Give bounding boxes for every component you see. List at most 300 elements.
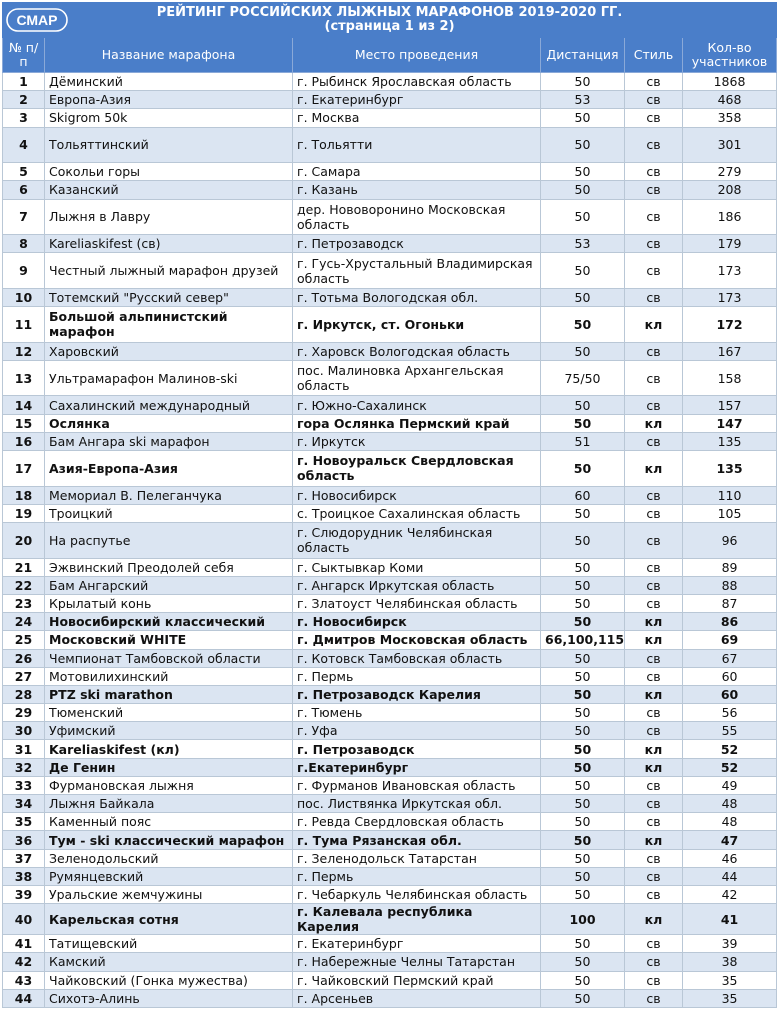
marathon-style: св [625,885,683,903]
rating-sheet [2,2,776,1008]
marathon-distance: 50 [541,109,625,127]
marathon-name: Карельская сотня [45,904,293,935]
marathon-participants: 279 [683,163,777,181]
marathon-distance: 50 [541,253,625,289]
marathon-name: Зеленодольский [45,849,293,867]
row-number: 8 [3,235,45,253]
table-row [3,667,777,685]
marathon-style: св [625,813,683,831]
table-row [3,867,777,885]
marathon-style: св [625,504,683,522]
marathon-participants: 135 [683,451,777,487]
row-number: 37 [3,849,45,867]
table-row [3,504,777,522]
col-header-place: Место проведения [293,38,541,73]
row-number: 12 [3,342,45,360]
marathon-style: кл [625,758,683,776]
marathon-place: г. Сыктывкар Коми [293,558,541,576]
table-row [3,758,777,776]
marathon-participants: 89 [683,558,777,576]
marathon-name: Тюменский [45,704,293,722]
marathon-participants: 60 [683,667,777,685]
row-number: 7 [3,199,45,235]
row-number: 24 [3,613,45,631]
subtitle-text: (страница 1 из 2) [324,19,455,34]
marathon-style: св [625,360,683,396]
marathon-style: св [625,971,683,989]
marathon-place: г. Самара [293,163,541,181]
marathon-place: г. Москва [293,109,541,127]
marathon-name: Румянцевский [45,867,293,885]
marathon-participants: 186 [683,199,777,235]
row-number: 36 [3,831,45,849]
marathon-name: Каменный пояс [45,813,293,831]
marathon-participants: 179 [683,235,777,253]
marathon-participants: 173 [683,288,777,306]
marathon-name: Де Генин [45,758,293,776]
col-header-style: Стиль [625,38,683,73]
marathon-name: Тотемский "Русский север" [45,288,293,306]
row-number: 39 [3,885,45,903]
table-body [3,73,777,1008]
table-row [3,953,777,971]
marathon-participants: 39 [683,935,777,953]
marathon-participants: 358 [683,109,777,127]
marathon-table [2,2,777,1008]
marathon-distance: 50 [541,935,625,953]
marathon-participants: 173 [683,253,777,289]
marathon-style: кл [625,631,683,649]
marathon-distance: 50 [541,127,625,163]
marathon-style: св [625,109,683,127]
marathon-style: св [625,576,683,594]
marathon-name: Бам Ангара ski марафон [45,432,293,450]
marathon-place: г.Екатеринбург [293,758,541,776]
marathon-style: св [625,704,683,722]
marathon-participants: 44 [683,867,777,885]
marathon-style: кл [625,904,683,935]
row-number: 13 [3,360,45,396]
marathon-style: кл [625,740,683,758]
marathon-style: св [625,722,683,740]
row-number: 43 [3,971,45,989]
table-row [3,904,777,935]
marathon-place: г. Златоуст Челябинская область [293,594,541,612]
marathon-distance: 50 [541,451,625,487]
marathon-style: св [625,486,683,504]
marathon-name: Чайковский (Гонка мужества) [45,971,293,989]
marathon-name: Крылатый конь [45,594,293,612]
table-row [3,740,777,758]
marathon-style: св [625,127,683,163]
marathon-participants: 49 [683,776,777,794]
logo-text: СМАР [16,12,58,28]
row-number: 42 [3,953,45,971]
marathon-place: г. Слюдорудник Челябинская область [293,523,541,559]
marathon-name: Камский [45,953,293,971]
marathon-participants: 87 [683,594,777,612]
marathon-distance: 50 [541,504,625,522]
marathon-style: кл [625,685,683,703]
marathon-distance: 50 [541,523,625,559]
marathon-distance: 50 [541,414,625,432]
table-row [3,776,777,794]
marathon-participants: 41 [683,904,777,935]
marathon-name: Kareliaskifest (кл) [45,740,293,758]
row-number: 26 [3,649,45,667]
row-number: 34 [3,795,45,813]
table-row [3,594,777,612]
row-number: 33 [3,776,45,794]
marathon-distance: 50 [541,649,625,667]
marathon-distance: 50 [541,704,625,722]
table-row [3,235,777,253]
marathon-participants: 301 [683,127,777,163]
marathon-style: св [625,989,683,1007]
row-number: 19 [3,504,45,522]
table-row [3,813,777,831]
marathon-place: г. Гусь-Хрустальный Владимирская область [293,253,541,289]
row-number: 16 [3,432,45,450]
marathon-style: св [625,776,683,794]
marathon-distance: 53 [541,235,625,253]
marathon-name: Лыжня Байкала [45,795,293,813]
table-row [3,109,777,127]
title-text: РЕЙТИНГ РОССИЙСКИХ ЛЫЖНЫХ МАРАФОНОВ 2019-2020 ГГ. [156,5,623,20]
marathon-distance: 75/50 [541,360,625,396]
marathon-name: Бам Ангарский [45,576,293,594]
row-number: 44 [3,989,45,1007]
marathon-name: Ослянка [45,414,293,432]
marathon-distance: 50 [541,953,625,971]
row-number: 14 [3,396,45,414]
row-number: 28 [3,685,45,703]
marathon-place: г. Харовск Вологодская область [293,342,541,360]
row-number: 30 [3,722,45,740]
marathon-name: Казанский [45,181,293,199]
row-number: 41 [3,935,45,953]
marathon-distance: 50 [541,576,625,594]
table-row [3,631,777,649]
table-row [3,704,777,722]
marathon-name: Троицкий [45,504,293,522]
marathon-place: г. Петрозаводск [293,740,541,758]
table-row [3,396,777,414]
marathon-distance: 60 [541,486,625,504]
marathon-participants: 96 [683,523,777,559]
table-row [3,342,777,360]
marathon-style: св [625,558,683,576]
marathon-place: г. Южно-Сахалинск [293,396,541,414]
marathon-distance: 50 [541,342,625,360]
marathon-place: г. Фурманов Ивановская область [293,776,541,794]
row-number: 38 [3,867,45,885]
table-row [3,360,777,396]
marathon-place: г. Тотьма Вологодская обл. [293,288,541,306]
marathon-place: г. Калевала республика Карелия [293,904,541,935]
marathon-name: Сихотэ-Алинь [45,989,293,1007]
marathon-place: г. Набережные Челны Татарстан [293,953,541,971]
col-header-participants: Кол-во участников [683,38,777,73]
marathon-distance: 50 [541,685,625,703]
row-number: 4 [3,127,45,163]
marathon-style: св [625,649,683,667]
marathon-place: г. Иркутск, ст. Огоньки [293,307,541,343]
marathon-style: св [625,594,683,612]
marathon-name: Большой альпинистский марафон [45,307,293,343]
marathon-distance: 50 [541,740,625,758]
table-row [3,576,777,594]
marathon-name: На распутье [45,523,293,559]
marathon-participants: 55 [683,722,777,740]
table-row [3,307,777,343]
marathon-distance: 50 [541,288,625,306]
marathon-place: г. Новосибирск [293,613,541,631]
marathon-place: дер. Нововоронино Московская область [293,199,541,235]
marathon-name: Азия-Европа-Азия [45,451,293,487]
marathon-place: г. Дмитров Московская область [293,631,541,649]
row-number: 17 [3,451,45,487]
marathon-place: г. Екатеринбург [293,91,541,109]
marathon-participants: 47 [683,831,777,849]
marathon-distance: 50 [541,722,625,740]
marathon-distance: 50 [541,667,625,685]
marathon-distance: 50 [541,73,625,91]
marathon-place: г. Котовск Тамбовская область [293,649,541,667]
table-row [3,558,777,576]
marathon-name: Сокольи горы [45,163,293,181]
marathon-participants: 86 [683,613,777,631]
marathon-style: св [625,953,683,971]
marathon-distance: 50 [541,558,625,576]
marathon-place: г. Зеленодольск Татарстан [293,849,541,867]
marathon-style: св [625,342,683,360]
table-row [3,432,777,450]
marathon-distance: 50 [541,163,625,181]
marathon-participants: 38 [683,953,777,971]
marathon-name: Чемпионат Тамбовской области [45,649,293,667]
marathon-style: св [625,288,683,306]
table-row [3,73,777,91]
table-row [3,722,777,740]
marathon-style: св [625,163,683,181]
marathon-participants: 69 [683,631,777,649]
table-row [3,91,777,109]
marathon-place: г. Рыбинск Ярославская область [293,73,541,91]
marathon-place: г. Петрозаводск [293,235,541,253]
marathon-distance: 50 [541,181,625,199]
marathon-name: Европа-Азия [45,91,293,109]
table-row [3,288,777,306]
marathon-participants: 52 [683,758,777,776]
marathon-distance: 50 [541,971,625,989]
marathon-style: св [625,199,683,235]
marathon-name: Дёминский [45,73,293,91]
marathon-distance: 50 [541,885,625,903]
marathon-style: св [625,91,683,109]
marathon-name: Новосибирский классический [45,613,293,631]
marathon-distance: 50 [541,396,625,414]
marathon-participants: 1868 [683,73,777,91]
marathon-participants: 60 [683,685,777,703]
table-row [3,127,777,163]
smar-logo [6,8,68,32]
marathon-name: Эжвинский Преодолей себя [45,558,293,576]
marathon-participants: 42 [683,885,777,903]
marathon-place: г. Казань [293,181,541,199]
col-header-num: № п/п [3,38,45,73]
marathon-distance: 50 [541,989,625,1007]
marathon-place: г. Иркутск [293,432,541,450]
marathon-participants: 110 [683,486,777,504]
table-row [3,253,777,289]
marathon-name: Татищевский [45,935,293,953]
table-row [3,685,777,703]
marathon-name: Мемориал В. Пелеганчука [45,486,293,504]
row-number: 5 [3,163,45,181]
table-row [3,649,777,667]
marathon-style: св [625,396,683,414]
marathon-distance: 51 [541,432,625,450]
marathon-distance: 50 [541,813,625,831]
marathon-distance: 50 [541,776,625,794]
marathon-distance: 50 [541,594,625,612]
row-number: 20 [3,523,45,559]
marathon-participants: 172 [683,307,777,343]
row-number: 25 [3,631,45,649]
marathon-name: Тум - ski классический марафон [45,831,293,849]
marathon-participants: 135 [683,432,777,450]
marathon-name: Ультрамарафон Малинов-ski [45,360,293,396]
marathon-distance: 50 [541,849,625,867]
marathon-style: св [625,849,683,867]
marathon-style: св [625,867,683,885]
table-row [3,795,777,813]
table-row [3,885,777,903]
table-row [3,486,777,504]
row-number: 29 [3,704,45,722]
marathon-place: г. Уфа [293,722,541,740]
marathon-distance: 100 [541,904,625,935]
marathon-place: гора Ослянка Пермский край [293,414,541,432]
marathon-participants: 52 [683,740,777,758]
marathon-participants: 56 [683,704,777,722]
marathon-style: св [625,73,683,91]
marathon-participants: 48 [683,813,777,831]
marathon-name: PTZ ski marathon [45,685,293,703]
table-row [3,849,777,867]
page-title [3,3,777,38]
marathon-name: Skigrom 50k [45,109,293,127]
marathon-participants: 46 [683,849,777,867]
marathon-distance: 50 [541,758,625,776]
marathon-name: Мотовилихинский [45,667,293,685]
marathon-name: Честный лыжный марафон друзей [45,253,293,289]
col-header-distance: Дистанция [541,38,625,73]
marathon-distance: 53 [541,91,625,109]
marathon-participants: 147 [683,414,777,432]
table-row [3,989,777,1007]
marathon-distance: 50 [541,831,625,849]
marathon-name: Уральские жемчужины [45,885,293,903]
marathon-style: кл [625,831,683,849]
table-row [3,971,777,989]
marathon-distance: 50 [541,613,625,631]
marathon-name: Фурмановская лыжня [45,776,293,794]
table-row [3,523,777,559]
table-row [3,199,777,235]
row-number: 35 [3,813,45,831]
row-number: 21 [3,558,45,576]
marathon-place: г. Ангарск Иркутская область [293,576,541,594]
marathon-style: кл [625,414,683,432]
marathon-participants: 167 [683,342,777,360]
row-number: 1 [3,73,45,91]
marathon-place: пос. Листвянка Иркутская обл. [293,795,541,813]
marathon-style: кл [625,613,683,631]
marathon-place: г. Екатеринбург [293,935,541,953]
table-row [3,414,777,432]
marathon-distance: 50 [541,199,625,235]
marathon-place: г. Тюмень [293,704,541,722]
marathon-participants: 88 [683,576,777,594]
marathon-participants: 105 [683,504,777,522]
marathon-place: г. Арсеньев [293,989,541,1007]
row-number: 10 [3,288,45,306]
col-header-name: Название марафона [45,38,293,73]
marathon-name: Лыжня в Лавру [45,199,293,235]
row-number: 15 [3,414,45,432]
marathon-name: Kareliaskifest (св) [45,235,293,253]
marathon-participants: 158 [683,360,777,396]
marathon-distance: 50 [541,867,625,885]
row-number: 32 [3,758,45,776]
table-row [3,163,777,181]
marathon-participants: 468 [683,91,777,109]
marathon-style: кл [625,451,683,487]
table-row [3,613,777,631]
row-number: 22 [3,576,45,594]
table-row [3,181,777,199]
marathon-style: св [625,523,683,559]
marathon-place: с. Троицкое Сахалинская область [293,504,541,522]
marathon-name: Харовский [45,342,293,360]
marathon-name: Московский WHITE [45,631,293,649]
table-row [3,831,777,849]
marathon-participants: 208 [683,181,777,199]
row-number: 40 [3,904,45,935]
marathon-place: г. Новосибирск [293,486,541,504]
marathon-participants: 35 [683,971,777,989]
marathon-style: кл [625,307,683,343]
marathon-place: г. Тольятти [293,127,541,163]
row-number: 27 [3,667,45,685]
marathon-name: Сахалинский международный [45,396,293,414]
row-number: 6 [3,181,45,199]
marathon-place: г. Чайковский Пермский край [293,971,541,989]
marathon-style: св [625,235,683,253]
marathon-participants: 48 [683,795,777,813]
row-number: 3 [3,109,45,127]
row-number: 9 [3,253,45,289]
marathon-participants: 35 [683,989,777,1007]
table-row [3,451,777,487]
marathon-distance: 50 [541,307,625,343]
marathon-place: пос. Малиновка Архангельская область [293,360,541,396]
marathon-distance: 50 [541,795,625,813]
row-number: 11 [3,307,45,343]
table-row [3,935,777,953]
